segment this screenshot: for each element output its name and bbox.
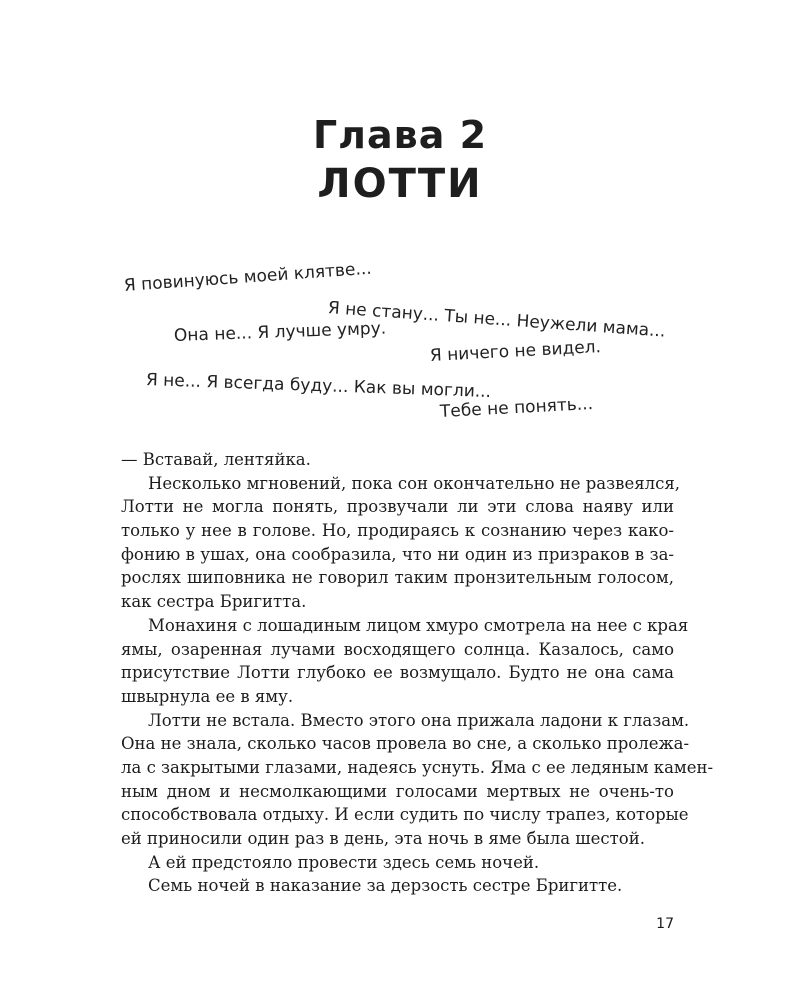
voice-line: Я не стану... Ты не... Неужели мама... [327, 298, 667, 342]
voice-line: Она не... Я лучше умру. [173, 318, 387, 346]
text-line: А ей предстояло провести здесь семь ночей. [148, 852, 540, 872]
voice-line: Я не... Я всегда буду... Как вы могли... [145, 370, 492, 403]
chapter-title: ЛОТТИ [317, 161, 483, 207]
text-line: ей приносили один раз в день, эта ночь в яме была шестой. [121, 829, 645, 848]
text-line: Лотти не могла понять, прозвучали ли эти слова наяву или [121, 497, 674, 517]
voice-line: Я ничего не видел. [429, 337, 602, 366]
text-line: способствовала отдыху. И если судить по числу трапез, которые [121, 805, 689, 825]
text-line: ла с закрытыми глазами, надеясь уснуть. Яма с ее ледяным камен- [121, 757, 714, 777]
text-line: Она не знала, сколько часов провела во сне, а сколько пролежа- [121, 734, 690, 754]
chapter-label: Глава 2 [312, 113, 488, 157]
text-line: фонию в ушах, она сообразила, что ни один из призраков в за- [121, 544, 674, 564]
text-line: рослях шиповника не говорил таким пронзительным голосом, [121, 568, 674, 588]
text-line: ным дном и несмолкающими голосами мертвых не очень-то [121, 781, 674, 801]
text-line: Семь ночей в наказание за дерзость сестре Бригитте. [148, 876, 623, 896]
voice-line: Я повинуюсь моей клятве... [123, 258, 373, 296]
text-line: Лотти не встала. Вместо этого она прижала ладони к глазам. [148, 710, 690, 730]
text-line: ямы, озаренная лучами восходящего солнца. Казалось, само [121, 639, 674, 659]
text-line: — Вставай, лентяйка. [121, 450, 311, 469]
text-line: как сестра Бригитта. [121, 592, 307, 612]
text-line: швырнула ее в яму. [121, 686, 294, 706]
text-line: Несколько мгновений, пока сон окончательно не развеялся, [148, 473, 680, 493]
text-line: Монахиня с лошадиным лицом хмуро смотрела на нее с края [148, 615, 689, 635]
body-text [121, 448, 714, 898]
voice-line: Тебе не понять... [439, 393, 594, 422]
text-line: только у нее в голове. Но, продираясь к сознанию через како- [121, 521, 674, 541]
page-number: 17 [656, 916, 674, 932]
text-line: присутствие Лотти глубоко ее возмущало. Будто не она сама [121, 663, 674, 683]
